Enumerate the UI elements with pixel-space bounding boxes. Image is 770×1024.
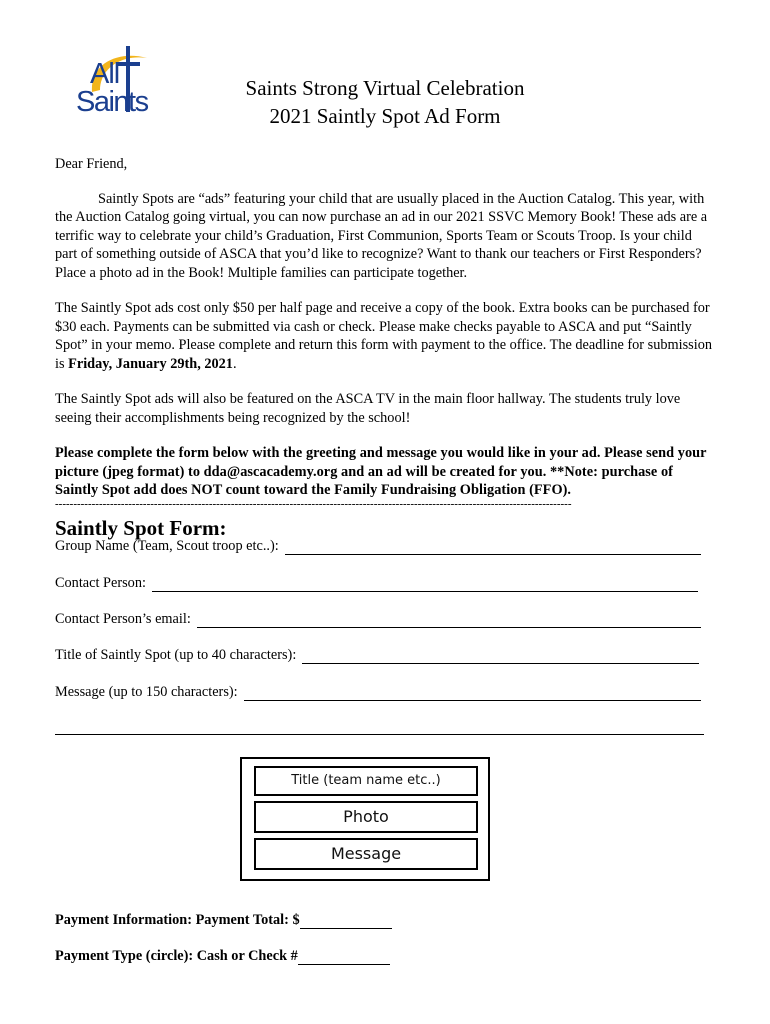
contact-email-line[interactable] (197, 613, 701, 628)
message-field[interactable] (55, 684, 701, 701)
contact-email-label: Contact Person’s email: (55, 611, 191, 627)
deadline-date: Friday, January 29th, 2021 (68, 355, 233, 372)
group-name-line[interactable] (285, 540, 701, 555)
contact-person-line[interactable] (152, 577, 698, 592)
paragraph-intro: Saintly Spots are “ads” featuring your child that are usually placed in the Auction Catalog. This year, with the Auction Catalog going virtual, you can now purchase an ad in our 2021 SSVC Memory Book! These ads are a terrific way to celebrate your child’s Graduation, First Communion, Sports Team or Scouts Troop. Is your child part of something outside of ASCA that you’d like to recognize? Want to thank our teachers or First Responders? Place a photo ad in the Book! Multiple families can participate together. (55, 190, 708, 281)
payment-total-line[interactable] (300, 914, 392, 929)
message-label: Message (up to 150 characters): (55, 684, 238, 700)
title-line-2: 2021 Saintly Spot Ad Form (269, 104, 501, 128)
group-name-field[interactable] (55, 538, 701, 555)
payment-type-label: Payment Type (circle): Cash or Check # (55, 948, 298, 964)
payment-type-field[interactable] (55, 948, 390, 965)
logo-text-saints: Saints (76, 86, 148, 118)
contact-person-label: Contact Person: (55, 575, 146, 591)
contact-email-field[interactable] (55, 611, 701, 628)
ad-title-box: Title (team name etc..) (254, 766, 478, 796)
pricing-text: The Saintly Spot ads cost only $50 per half page and receive a copy of the book. Extra books can be purchased for $30 each. Payments can be submitted via cash or check. Please make checks payable to ASCA and put “Saintly Spot” in your memo. Please complete and return this form with payment to the office. The deadline for submission is (55, 300, 712, 372)
payment-total-field[interactable] (55, 912, 392, 929)
paragraph-instructions: Please complete the form below with the greeting and message you would like in your ad. Please send your picture (jpeg format) to dda@ascacademy.org and an ad will be created for you. **Note: purchase of Saintly Spot add does NOT count toward the Family Fundraising Obligation (FFO). (55, 445, 707, 498)
form-title: Saintly Spot Form: (55, 516, 227, 540)
pricing-end: . (232, 355, 237, 372)
ad-layout-diagram (240, 757, 490, 881)
divider: --------------------------------------------------------------------------------------------------------------------------------------------- (55, 498, 572, 510)
group-name-label: Group Name (Team, Scout troop etc..): (55, 538, 279, 554)
payment-total-label: Payment Information: Payment Total: $ (55, 912, 300, 928)
message-continuation-line[interactable] (55, 734, 704, 735)
spot-title-label: Title of Saintly Spot (up to 40 characters): (55, 647, 297, 663)
ad-photo-box: Photo (254, 801, 478, 833)
ad-message-box: Message (254, 838, 478, 870)
all-saints-logo (72, 44, 162, 124)
paragraph-pricing (55, 299, 715, 373)
spot-title-line[interactable] (302, 649, 699, 664)
contact-person-field[interactable] (55, 575, 698, 592)
title-line-1: Saints Strong Virtual Celebration (245, 76, 525, 100)
letter-body (55, 155, 715, 500)
greeting: Dear Friend, (55, 156, 128, 172)
paragraph-tv: The Saintly Spot ads will also be featured on the ASCA TV in the main floor hallway. The students truly love seeing their accomplishments being recognized by the school! (55, 391, 681, 426)
message-line[interactable] (244, 686, 701, 701)
check-number-line[interactable] (298, 950, 390, 965)
page-title (200, 74, 570, 130)
spot-title-field[interactable] (55, 647, 699, 664)
logo-text-all: All (90, 58, 120, 90)
